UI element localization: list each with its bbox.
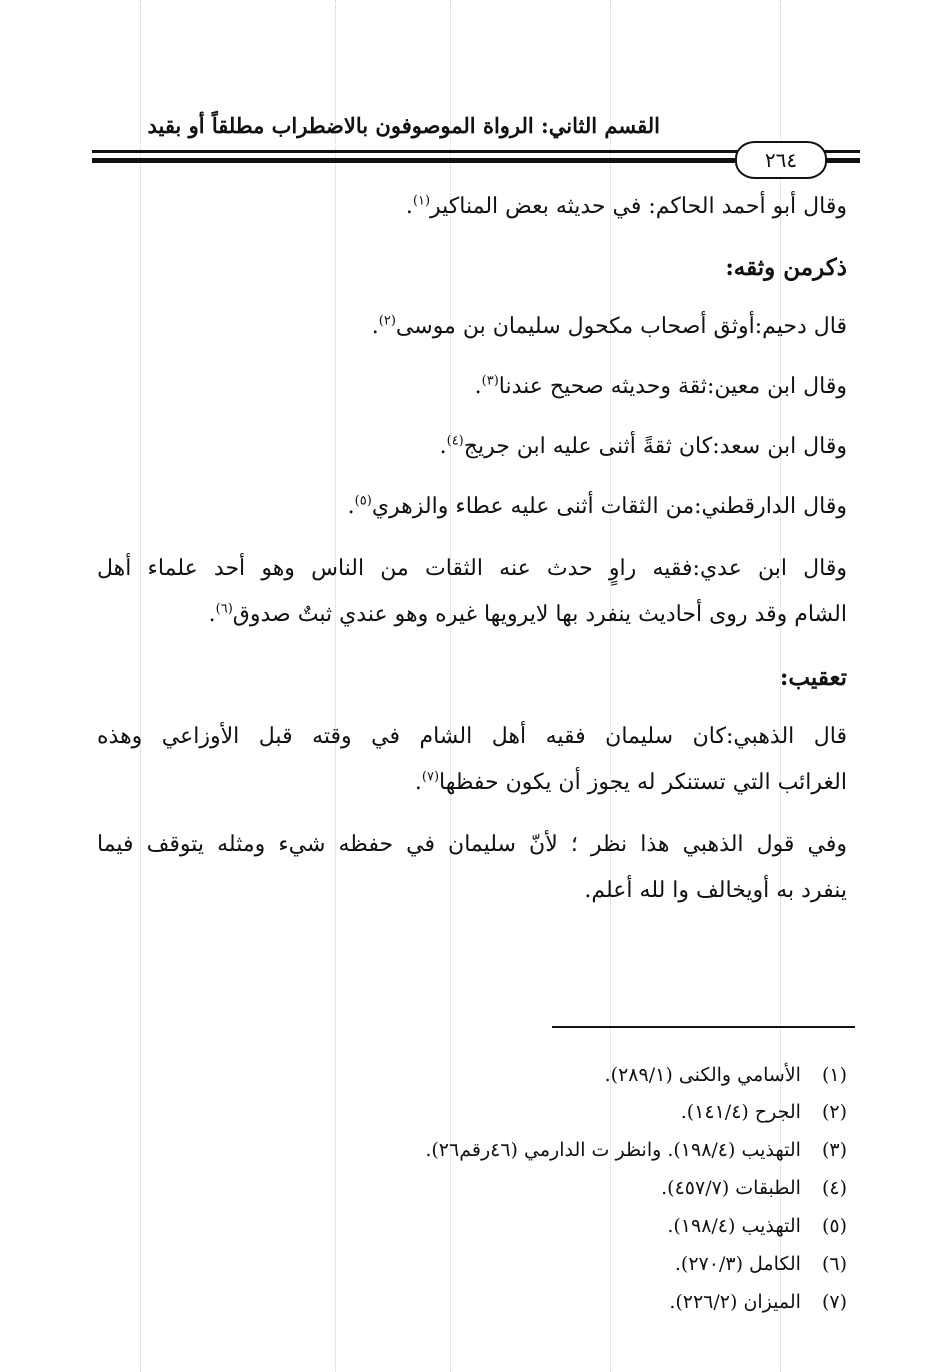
- footnote-number: (٧): [821, 1291, 847, 1313]
- footnote-ref: (١): [412, 193, 431, 209]
- page-number: [735, 141, 827, 179]
- footnote-number: (٢): [821, 1101, 847, 1123]
- footnote-text: الطبقات (٤٥٧/٧).: [661, 1177, 801, 1199]
- footnote-number: (٤): [821, 1177, 847, 1199]
- footnote-number: (٦): [821, 1253, 847, 1275]
- footnote-text: الجرح (١٤١/٤).: [680, 1101, 801, 1123]
- text-line: قال دحيم:أوثق أصحاب مكحول سليمان بن موسى$^{(٢)}$.: [371, 313, 847, 339]
- section-heading-commentary: تعقيب:: [779, 664, 847, 691]
- footnote-ref: (٤): [446, 433, 464, 449]
- footnote-ref: (٢): [378, 313, 396, 329]
- text-line: وقال ابن عدي:فقيه راوٍ حدث عنه الثقات من الناس وهو أحد علماء أهل: [97, 556, 847, 581]
- footnote-text: الكامل (٢٧٠/٣).: [674, 1253, 801, 1275]
- scan-dots: [335, 0, 336, 1372]
- footnote: [669, 1291, 847, 1313]
- footnote-text: التهذيب (١٩٨/٤). وانظر ت الدارمي (٤٦رقم٢٦).: [425, 1139, 801, 1161]
- footnote-number: (١): [821, 1064, 847, 1086]
- footnote: [681, 1101, 847, 1123]
- footnote-ref: (٣): [481, 373, 499, 389]
- text-line: قال الذهبي:كان سليمان فقيه أهل الشام في وقته قبل الأوزاعي وهذه: [97, 724, 847, 749]
- footnote-ref: (٧): [421, 769, 440, 785]
- text-line: وقال أبو أحمد الحاكم: في حديثه بعض المناكير$^{(١)}$.: [405, 193, 847, 219]
- scan-dots: [140, 0, 141, 1372]
- footnote-separator: [552, 1026, 855, 1028]
- footnote: [667, 1215, 847, 1237]
- text-line: ينفرد به أويخالف وا لله أعلم.: [584, 878, 847, 903]
- page-number-text: ٢٦٤: [764, 148, 798, 172]
- footnote-ref: (٦): [215, 601, 233, 617]
- footnote: [425, 1139, 847, 1161]
- footnote-text: الأسامي والكنى (٢٨٩/١).: [604, 1064, 801, 1086]
- footnote-number: (٥): [821, 1215, 847, 1237]
- text-line: وقال الدارقطني:من الثقات أثنى عليه عطاء والزهري$^{(٥)}$.: [347, 493, 847, 519]
- text-line: وقال ابن معين:ثقة وحديثه صحيح عندنا$^{(٣)}$.: [474, 373, 847, 399]
- footnote-ref: (٥): [354, 493, 372, 509]
- section-heading-trusted: ذكرمن وثقه:: [725, 254, 847, 281]
- footnote-number: (٣): [821, 1139, 847, 1161]
- footnote-text: الميزان (٢٢٦/٢).: [669, 1291, 801, 1313]
- text-line: وقال ابن سعد:كان ثقةً أثنى عليه ابن جريج$^{(٤)}$.: [439, 433, 847, 459]
- footnote-text: التهذيب (١٩٨/٤).: [667, 1215, 801, 1237]
- text-line: وفي قول الذهبي هذا نظر ؛ لأنّ سليمان في حفظه شيء ومثله يتوقف فيما: [97, 832, 847, 857]
- footnote: [605, 1064, 847, 1086]
- text-line: الشام وقد روى أحاديث ينفرد بها لايرويها غيره وهو عندي ثبتٌ صدوق$^{(٦)}$.: [208, 601, 847, 627]
- footnote: [675, 1253, 847, 1275]
- running-header: القسم الثاني: الرواة الموصوفون بالاضطراب مطلقاً أو بقيد: [147, 113, 660, 138]
- text-line: الغرائب التي تستنكر له يجوز أن يكون حفظها$^{(٧)}$.: [414, 769, 847, 795]
- footnote: [661, 1177, 847, 1199]
